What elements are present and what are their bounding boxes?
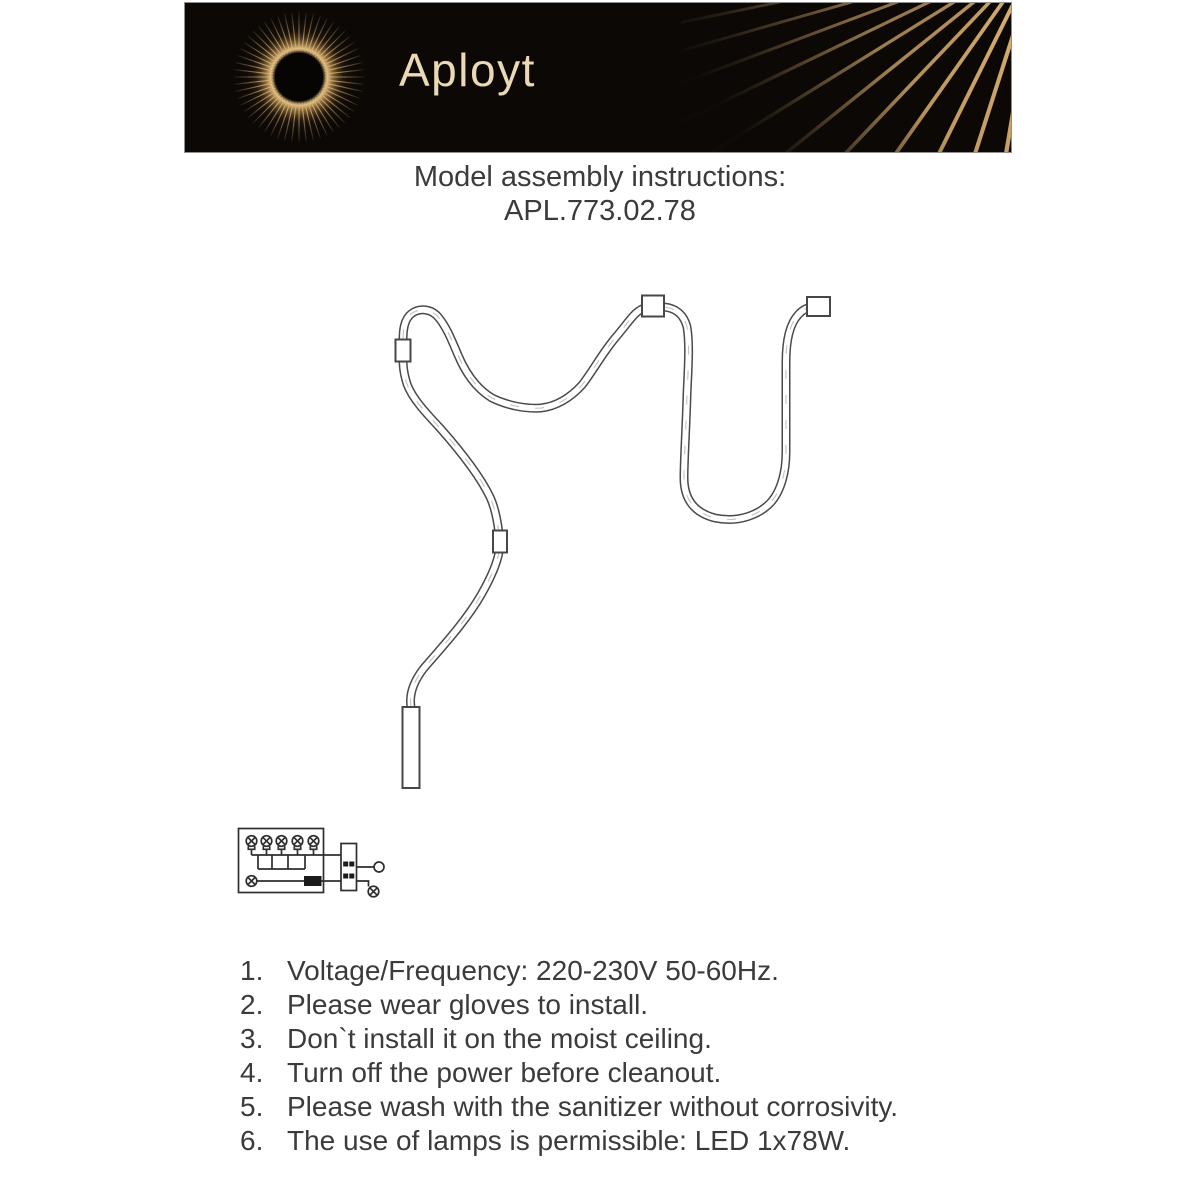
terminal-block: [341, 844, 357, 891]
flexible-lamp-drawing: [396, 296, 831, 789]
lamp-symbol-1: [246, 836, 257, 855]
item-number: 1.: [240, 955, 264, 986]
model-number: APL.773.02.78: [504, 195, 696, 227]
open-terminal-icon: [374, 862, 384, 872]
terminal-contact-4: [349, 874, 354, 879]
item-text: Please wear gloves to install.: [287, 989, 649, 1020]
lamp-symbol-2: [261, 836, 272, 855]
item-text: The use of lamps is permissible: LED 1x78W.: [287, 1125, 851, 1156]
item-number: 3.: [240, 1023, 264, 1054]
item-number: 6.: [240, 1125, 264, 1156]
list-item: [240, 1056, 898, 1090]
list-item: [240, 1124, 898, 1158]
item-text: Voltage/Frequency: 220-230V 50-60Hz.: [287, 955, 779, 986]
ground-lamp-symbol: [368, 886, 379, 897]
end-connector: [807, 297, 830, 316]
item-text: Don`t install it on the moist ceiling.: [287, 1023, 712, 1054]
lamp-symbol-4: [292, 836, 303, 855]
ground-lead: [357, 881, 369, 887]
item-number: 2.: [240, 989, 264, 1020]
list-item: [240, 954, 898, 988]
item-text: Please wash with the sanitizer without corrosivity.: [287, 1091, 899, 1122]
brand-wordmark: Aployt: [399, 44, 536, 96]
lamp-tube-head: [403, 707, 420, 788]
lamp-symbol-5: [308, 836, 319, 855]
lamp-symbol-3: [276, 836, 287, 855]
lamp-symbol-6: [246, 876, 257, 887]
list-item: [240, 1022, 898, 1056]
terminal-contact-3: [343, 874, 348, 879]
list-item: [240, 1090, 898, 1124]
item-number: 4.: [240, 1057, 264, 1088]
lamp-tube-fill: [403, 306, 820, 707]
terminal-contact-1: [343, 862, 348, 867]
list-item: [240, 988, 898, 1022]
page-title: Model assembly instructions:: [413, 161, 787, 193]
top-connector: [642, 296, 664, 317]
terminal-contact-2: [349, 862, 354, 867]
wiring-schematic: [239, 829, 385, 897]
item-text: Turn off the power before cleanout.: [287, 1057, 722, 1088]
item-number: 5.: [240, 1091, 264, 1122]
left-connector: [396, 340, 411, 362]
inline-connector-block: [304, 876, 322, 886]
mid-connector: [493, 531, 507, 553]
instruction-list: [240, 954, 898, 1158]
bus-crenellation: [258, 855, 305, 869]
